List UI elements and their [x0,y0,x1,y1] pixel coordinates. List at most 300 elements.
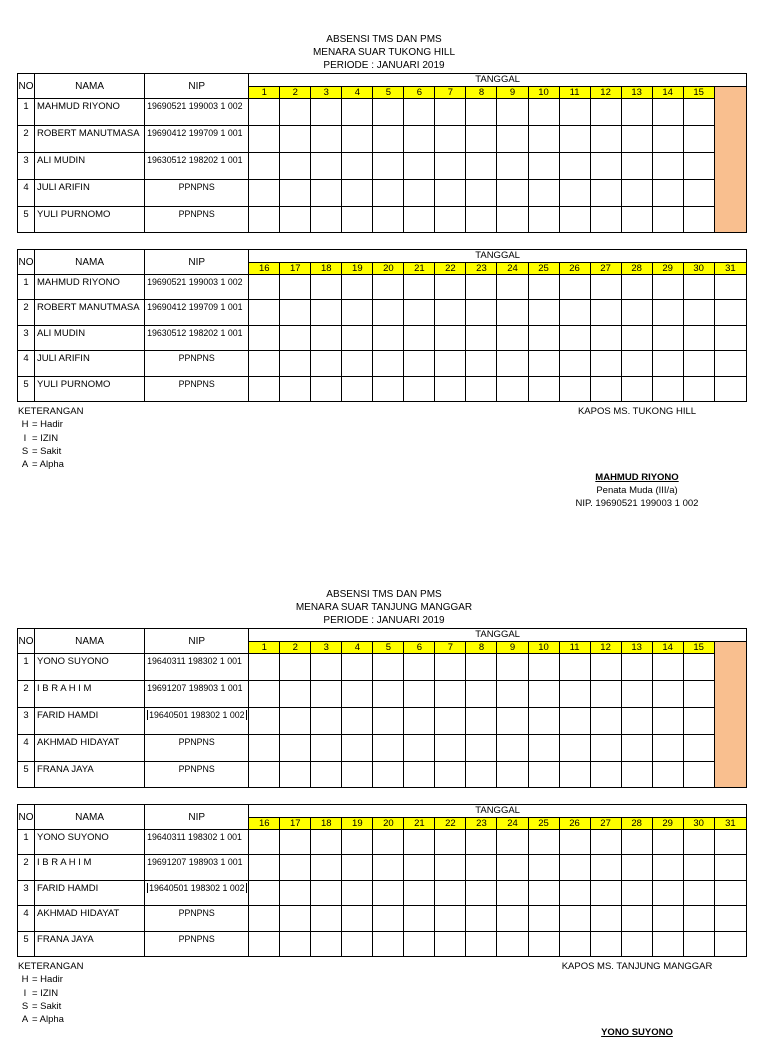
attendance-cell[interactable] [280,680,311,707]
attendance-cell[interactable] [249,300,280,325]
attendance-cell[interactable] [683,734,714,761]
attendance-cell[interactable] [497,830,528,855]
attendance-cell[interactable] [373,761,404,788]
attendance-cell[interactable] [404,906,435,931]
attendance-cell[interactable] [373,152,404,179]
attendance-cell[interactable] [249,707,280,734]
attendance-cell[interactable] [404,830,435,855]
attendance-cell[interactable] [280,855,311,880]
attendance-cell[interactable] [621,325,652,350]
attendance-cell[interactable] [621,880,652,905]
attendance-cell[interactable] [342,325,373,350]
attendance-cell[interactable] [683,931,714,956]
attendance-cell[interactable] [683,300,714,325]
attendance-cell[interactable] [311,830,342,855]
attendance-cell[interactable] [373,931,404,956]
attendance-cell[interactable] [590,179,621,206]
attendance-cell[interactable] [466,830,497,855]
attendance-cell[interactable] [528,179,559,206]
attendance-cell[interactable] [249,734,280,761]
attendance-cell[interactable] [590,275,621,300]
attendance-cell[interactable] [559,734,590,761]
attendance-cell[interactable] [342,654,373,681]
attendance-cell[interactable] [714,880,746,905]
attendance-cell[interactable] [404,880,435,905]
attendance-cell[interactable] [404,206,435,233]
attendance-cell[interactable] [435,931,466,956]
attendance-cell[interactable] [466,376,497,401]
attendance-cell[interactable] [466,931,497,956]
attendance-cell[interactable] [497,351,528,376]
attendance-cell[interactable] [683,275,714,300]
attendance-cell[interactable] [373,99,404,126]
attendance-cell[interactable] [373,206,404,233]
attendance-cell[interactable] [652,654,683,681]
attendance-cell[interactable] [683,830,714,855]
attendance-cell[interactable] [404,99,435,126]
attendance-cell[interactable] [342,830,373,855]
attendance-cell[interactable] [559,125,590,152]
attendance-cell[interactable] [528,351,559,376]
attendance-cell[interactable] [621,99,652,126]
attendance-cell[interactable] [497,300,528,325]
attendance-cell[interactable] [404,855,435,880]
attendance-cell[interactable] [652,680,683,707]
attendance-cell[interactable] [466,906,497,931]
attendance-cell[interactable] [280,300,311,325]
attendance-cell[interactable] [590,880,621,905]
attendance-cell[interactable] [435,707,466,734]
attendance-cell[interactable] [621,179,652,206]
attendance-cell[interactable] [559,351,590,376]
attendance-cell[interactable] [621,855,652,880]
attendance-cell[interactable] [528,906,559,931]
attendance-cell[interactable] [590,830,621,855]
attendance-cell[interactable] [466,206,497,233]
attendance-cell[interactable] [435,734,466,761]
attendance-cell[interactable] [404,152,435,179]
attendance-cell[interactable] [249,931,280,956]
attendance-cell[interactable] [435,376,466,401]
attendance-cell[interactable] [621,680,652,707]
attendance-cell[interactable] [435,351,466,376]
attendance-cell[interactable] [435,654,466,681]
attendance-cell[interactable] [652,906,683,931]
attendance-cell[interactable] [652,707,683,734]
attendance-cell[interactable] [652,855,683,880]
attendance-cell[interactable] [311,300,342,325]
attendance-cell[interactable] [621,300,652,325]
attendance-cell[interactable] [311,855,342,880]
attendance-cell[interactable] [373,179,404,206]
attendance-cell[interactable] [590,99,621,126]
attendance-cell[interactable] [683,206,714,233]
attendance-cell[interactable] [249,206,280,233]
attendance-cell[interactable] [683,906,714,931]
attendance-cell[interactable] [621,206,652,233]
attendance-cell[interactable] [435,680,466,707]
attendance-cell[interactable] [311,880,342,905]
attendance-cell[interactable] [590,734,621,761]
attendance-cell[interactable] [373,125,404,152]
attendance-cell[interactable] [466,680,497,707]
attendance-cell[interactable] [559,376,590,401]
attendance-cell[interactable] [435,830,466,855]
attendance-cell[interactable] [652,179,683,206]
attendance-cell[interactable] [342,707,373,734]
attendance-cell[interactable] [466,707,497,734]
attendance-cell[interactable] [621,734,652,761]
attendance-cell[interactable] [590,707,621,734]
attendance-cell[interactable] [528,931,559,956]
attendance-cell[interactable] [249,152,280,179]
attendance-cell[interactable] [249,275,280,300]
attendance-cell[interactable] [249,376,280,401]
attendance-cell[interactable] [404,325,435,350]
attendance-cell[interactable] [342,880,373,905]
attendance-cell[interactable] [590,680,621,707]
attendance-cell[interactable] [249,830,280,855]
attendance-cell[interactable] [528,325,559,350]
attendance-cell[interactable] [559,300,590,325]
attendance-cell[interactable] [311,275,342,300]
attendance-cell[interactable] [497,906,528,931]
attendance-cell[interactable] [497,734,528,761]
attendance-cell[interactable] [497,125,528,152]
attendance-cell[interactable] [404,376,435,401]
attendance-cell[interactable] [590,376,621,401]
attendance-cell[interactable] [621,761,652,788]
attendance-cell[interactable] [683,880,714,905]
attendance-cell[interactable] [590,152,621,179]
attendance-cell[interactable] [714,906,746,931]
attendance-cell[interactable] [404,761,435,788]
attendance-cell[interactable] [652,761,683,788]
attendance-cell[interactable] [435,206,466,233]
attendance-cell[interactable] [683,680,714,707]
attendance-cell[interactable] [280,761,311,788]
attendance-cell[interactable] [466,300,497,325]
attendance-cell[interactable] [280,325,311,350]
attendance-cell[interactable] [311,376,342,401]
attendance-cell[interactable] [497,376,528,401]
attendance-cell[interactable] [528,880,559,905]
attendance-cell[interactable] [621,931,652,956]
attendance-cell[interactable] [466,325,497,350]
attendance-cell[interactable] [652,275,683,300]
attendance-cell[interactable] [435,275,466,300]
attendance-cell[interactable] [280,99,311,126]
attendance-cell[interactable] [342,275,373,300]
attendance-cell[interactable] [404,734,435,761]
attendance-cell[interactable] [497,152,528,179]
attendance-cell[interactable] [342,931,373,956]
attendance-cell[interactable] [652,300,683,325]
attendance-cell[interactable] [683,351,714,376]
attendance-cell[interactable] [683,761,714,788]
attendance-cell[interactable] [497,707,528,734]
attendance-cell[interactable] [373,300,404,325]
attendance-cell[interactable] [683,99,714,126]
attendance-cell[interactable] [280,179,311,206]
attendance-cell[interactable] [373,734,404,761]
attendance-cell[interactable] [280,830,311,855]
attendance-cell[interactable] [590,125,621,152]
attendance-cell[interactable] [714,376,746,401]
attendance-cell[interactable] [497,179,528,206]
attendance-cell[interactable] [683,707,714,734]
attendance-cell[interactable] [280,654,311,681]
attendance-cell[interactable] [404,680,435,707]
attendance-cell[interactable] [590,906,621,931]
attendance-cell[interactable] [404,300,435,325]
attendance-cell[interactable] [466,99,497,126]
attendance-cell[interactable] [342,179,373,206]
attendance-cell[interactable] [373,275,404,300]
attendance-cell[interactable] [497,206,528,233]
attendance-cell[interactable] [652,880,683,905]
attendance-cell[interactable] [528,125,559,152]
attendance-cell[interactable] [652,351,683,376]
attendance-cell[interactable] [373,830,404,855]
attendance-cell[interactable] [311,125,342,152]
attendance-cell[interactable] [559,99,590,126]
attendance-cell[interactable] [559,880,590,905]
attendance-cell[interactable] [373,654,404,681]
attendance-cell[interactable] [280,125,311,152]
attendance-cell[interactable] [280,152,311,179]
attendance-cell[interactable] [311,931,342,956]
attendance-cell[interactable] [373,707,404,734]
attendance-cell[interactable] [528,830,559,855]
attendance-cell[interactable] [342,351,373,376]
attendance-cell[interactable] [559,206,590,233]
attendance-cell[interactable] [652,152,683,179]
attendance-cell[interactable] [311,179,342,206]
attendance-cell[interactable] [466,880,497,905]
attendance-cell[interactable] [497,761,528,788]
attendance-cell[interactable] [652,931,683,956]
attendance-cell[interactable] [559,275,590,300]
attendance-cell[interactable] [404,351,435,376]
attendance-cell[interactable] [373,351,404,376]
attendance-cell[interactable] [466,152,497,179]
attendance-cell[interactable] [714,830,746,855]
attendance-cell[interactable] [280,931,311,956]
attendance-cell[interactable] [652,376,683,401]
attendance-cell[interactable] [528,99,559,126]
attendance-cell[interactable] [652,734,683,761]
attendance-cell[interactable] [342,152,373,179]
attendance-cell[interactable] [590,855,621,880]
attendance-cell[interactable] [466,734,497,761]
attendance-cell[interactable] [714,300,746,325]
attendance-cell[interactable] [559,654,590,681]
attendance-cell[interactable] [590,931,621,956]
attendance-cell[interactable] [528,376,559,401]
attendance-cell[interactable] [466,855,497,880]
attendance-cell[interactable] [311,654,342,681]
attendance-cell[interactable] [497,855,528,880]
attendance-cell[interactable] [435,906,466,931]
attendance-cell[interactable] [559,931,590,956]
attendance-cell[interactable] [404,654,435,681]
attendance-cell[interactable] [559,152,590,179]
attendance-cell[interactable] [373,376,404,401]
attendance-cell[interactable] [249,325,280,350]
attendance-cell[interactable] [342,376,373,401]
attendance-cell[interactable] [373,680,404,707]
attendance-cell[interactable] [435,99,466,126]
attendance-cell[interactable] [249,855,280,880]
attendance-cell[interactable] [249,761,280,788]
attendance-cell[interactable] [683,325,714,350]
attendance-cell[interactable] [311,325,342,350]
attendance-cell[interactable] [435,880,466,905]
attendance-cell[interactable] [497,680,528,707]
attendance-cell[interactable] [559,680,590,707]
attendance-cell[interactable] [559,707,590,734]
attendance-cell[interactable] [280,707,311,734]
attendance-cell[interactable] [714,855,746,880]
attendance-cell[interactable] [590,325,621,350]
attendance-cell[interactable] [373,906,404,931]
attendance-cell[interactable] [621,376,652,401]
attendance-cell[interactable] [497,99,528,126]
attendance-cell[interactable] [342,906,373,931]
attendance-cell[interactable] [311,680,342,707]
attendance-cell[interactable] [311,707,342,734]
attendance-cell[interactable] [652,99,683,126]
attendance-cell[interactable] [435,125,466,152]
attendance-cell[interactable] [466,179,497,206]
attendance-cell[interactable] [528,707,559,734]
attendance-cell[interactable] [590,654,621,681]
attendance-cell[interactable] [528,734,559,761]
attendance-cell[interactable] [280,275,311,300]
attendance-cell[interactable] [559,855,590,880]
attendance-cell[interactable] [714,325,746,350]
attendance-cell[interactable] [559,906,590,931]
attendance-cell[interactable] [249,179,280,206]
attendance-cell[interactable] [621,654,652,681]
attendance-cell[interactable] [528,654,559,681]
attendance-cell[interactable] [311,761,342,788]
attendance-cell[interactable] [466,125,497,152]
attendance-cell[interactable] [590,761,621,788]
attendance-cell[interactable] [590,351,621,376]
attendance-cell[interactable] [466,275,497,300]
attendance-cell[interactable] [404,707,435,734]
attendance-cell[interactable] [714,931,746,956]
attendance-cell[interactable] [652,830,683,855]
attendance-cell[interactable] [373,880,404,905]
attendance-cell[interactable] [249,906,280,931]
attendance-cell[interactable] [342,680,373,707]
attendance-cell[interactable] [435,325,466,350]
attendance-cell[interactable] [249,680,280,707]
attendance-cell[interactable] [528,206,559,233]
attendance-cell[interactable] [652,325,683,350]
attendance-cell[interactable] [652,125,683,152]
attendance-cell[interactable] [373,855,404,880]
attendance-cell[interactable] [373,325,404,350]
attendance-cell[interactable] [342,125,373,152]
attendance-cell[interactable] [621,275,652,300]
attendance-cell[interactable] [528,855,559,880]
attendance-cell[interactable] [249,654,280,681]
attendance-cell[interactable] [683,654,714,681]
attendance-cell[interactable] [621,906,652,931]
attendance-cell[interactable] [714,351,746,376]
attendance-cell[interactable] [528,761,559,788]
attendance-cell[interactable] [342,300,373,325]
attendance-cell[interactable] [559,325,590,350]
attendance-cell[interactable] [683,376,714,401]
attendance-cell[interactable] [342,99,373,126]
attendance-cell[interactable] [497,931,528,956]
attendance-cell[interactable] [714,275,746,300]
attendance-cell[interactable] [311,351,342,376]
attendance-cell[interactable] [497,325,528,350]
attendance-cell[interactable] [404,931,435,956]
attendance-cell[interactable] [435,761,466,788]
attendance-cell[interactable] [280,880,311,905]
attendance-cell[interactable] [466,654,497,681]
attendance-cell[interactable] [404,125,435,152]
attendance-cell[interactable] [683,125,714,152]
attendance-cell[interactable] [342,734,373,761]
attendance-cell[interactable] [497,880,528,905]
attendance-cell[interactable] [590,206,621,233]
attendance-cell[interactable] [311,906,342,931]
attendance-cell[interactable] [311,206,342,233]
attendance-cell[interactable] [621,125,652,152]
attendance-cell[interactable] [621,351,652,376]
attendance-cell[interactable] [590,300,621,325]
attendance-cell[interactable] [497,275,528,300]
attendance-cell[interactable] [559,179,590,206]
attendance-cell[interactable] [404,275,435,300]
attendance-cell[interactable] [528,152,559,179]
attendance-cell[interactable] [683,179,714,206]
attendance-cell[interactable] [528,300,559,325]
attendance-cell[interactable] [528,680,559,707]
attendance-cell[interactable] [311,734,342,761]
attendance-cell[interactable] [404,179,435,206]
attendance-cell[interactable] [280,376,311,401]
attendance-cell[interactable] [342,206,373,233]
attendance-cell[interactable] [652,206,683,233]
attendance-cell[interactable] [497,654,528,681]
attendance-cell[interactable] [342,761,373,788]
attendance-cell[interactable] [280,906,311,931]
attendance-cell[interactable] [280,206,311,233]
attendance-cell[interactable] [435,855,466,880]
attendance-cell[interactable] [466,761,497,788]
attendance-cell[interactable] [559,761,590,788]
attendance-cell[interactable] [621,152,652,179]
attendance-cell[interactable] [249,125,280,152]
attendance-cell[interactable] [311,152,342,179]
attendance-cell[interactable] [528,275,559,300]
attendance-cell[interactable] [621,707,652,734]
attendance-cell[interactable] [311,99,342,126]
attendance-cell[interactable] [621,830,652,855]
attendance-cell[interactable] [683,152,714,179]
attendance-cell[interactable] [559,830,590,855]
attendance-cell[interactable] [435,152,466,179]
